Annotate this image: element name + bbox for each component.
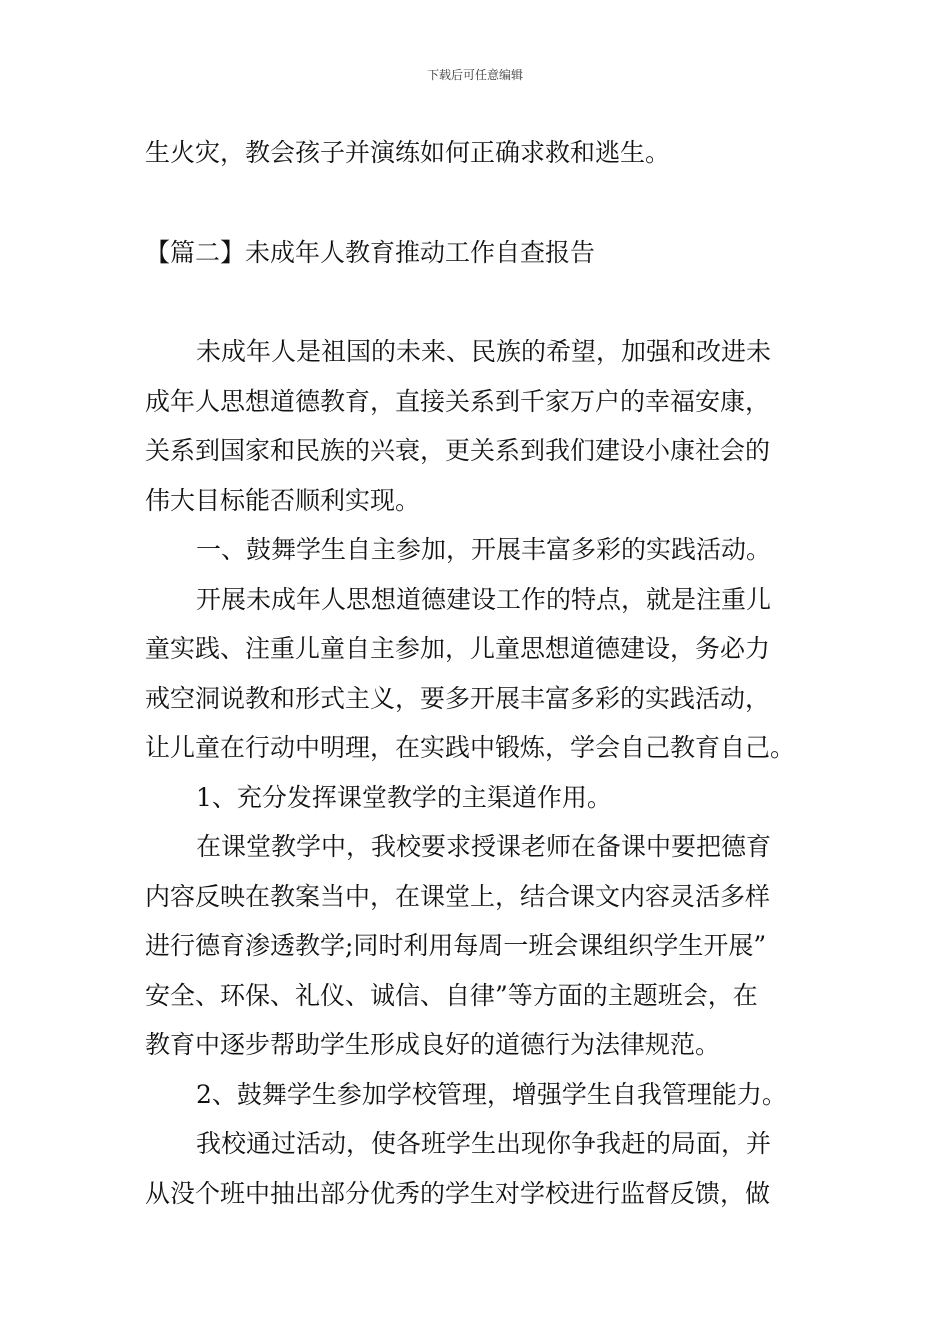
page-header: 下载后可任意编辑 [426, 68, 523, 82]
paragraph-line: 关系到国家和民族的兴衰，更关系到我们建设小康社会的 [145, 436, 771, 465]
paragraph-line: 未成年人是祖国的未来、民族的希望，加强和改进未 [196, 337, 772, 366]
subheading-line: 一、鼓舞学生自主参加，开展丰富多彩的实践活动。 [196, 535, 772, 564]
subheading-line: 1、充分发挥课堂教学的主渠道作用。 [196, 782, 612, 812]
paragraph-line: 内容反映在教案当中，在课堂上，结合课文内容灵活多样 [145, 881, 771, 911]
paragraph-line: 童实践、注重儿童自主参加，儿童思想道德建设，务必力 [145, 634, 771, 663]
section-heading: 【篇二】未成年人教育推动工作自查报告 [145, 237, 596, 267]
paragraph-line: 安全、环保、礼仪、诚信、自律”等方面的主题班会，在 [145, 980, 758, 1010]
paragraph-line: 成年人思想道德教育，直接关系到千家万户的幸福安康， [145, 386, 771, 416]
document-body [145, 128, 810, 1218]
paragraph-line: 伟大目标能否顺利实现。 [145, 485, 421, 515]
paragraph-line: 开展未成年人思想道德建设工作的特点，就是注重儿 [196, 584, 772, 614]
paragraph-line: 从没个班中抽出部分优秀的学生对学校进行监督反馈，做 [145, 1178, 771, 1208]
paragraph-line: 生火灾，教会孩子并演练如何正确求救和逃生。 [145, 138, 671, 167]
paragraph-line: 教育中逐步帮助学生形成良好的道德行为法律规范。 [145, 1030, 721, 1059]
paragraph-line: 我校通过活动，使各班学生出现你争我赶的局面，并 [196, 1129, 772, 1158]
paragraph-line: 在课堂教学中，我校要求授课老师在备课中要把德育 [196, 832, 772, 861]
paragraph-line: 戒空洞说教和形式主义，要多开展丰富多彩的实践活动， [145, 683, 771, 713]
paragraph-line: 让儿童在行动中明理，在实践中锻炼，学会自己教育自己。 [145, 733, 796, 762]
paragraph-line: 进行德育渗透教学;同时利用每周一班会课组织学生开展” [145, 931, 767, 960]
subheading-line: 2、鼓舞学生参加学校管理，增强学生自我管理能力。 [196, 1079, 787, 1109]
